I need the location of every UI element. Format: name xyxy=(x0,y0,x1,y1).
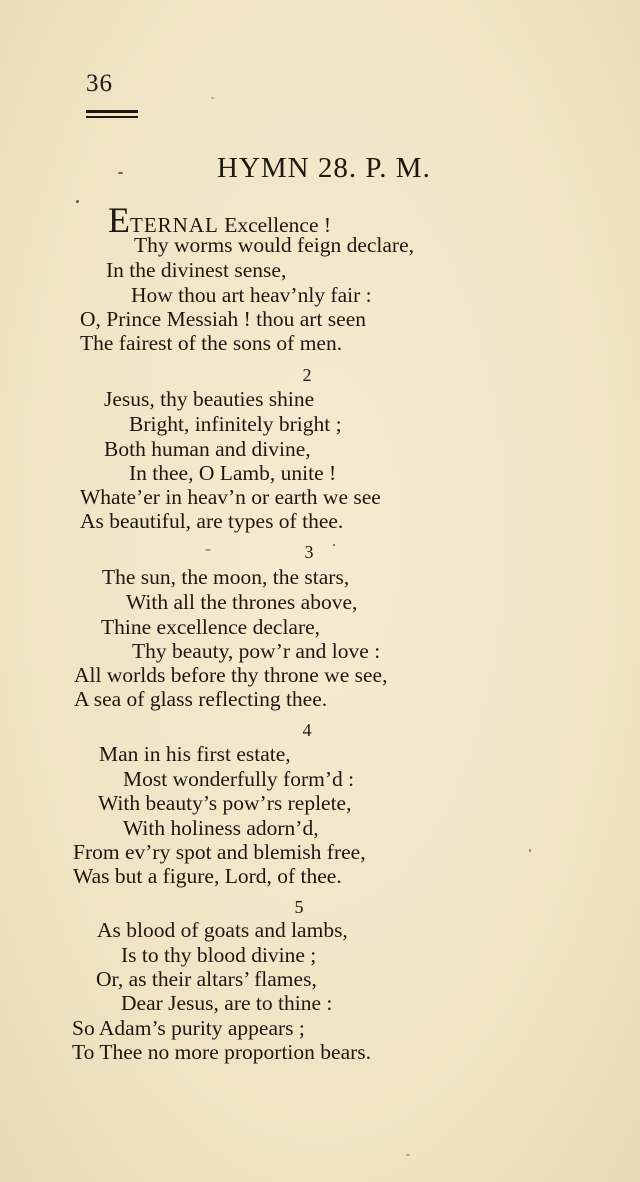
stanza-number: 3 xyxy=(304,542,314,562)
first-word-smallcaps: TERNAL xyxy=(130,213,219,237)
verse-line: To Thee no more proportion bears. xyxy=(72,1040,372,1064)
verse-line: Whate’er in heav’n or earth we see xyxy=(80,485,381,509)
verse-line: In thee, O Lamb, unite ! xyxy=(129,461,337,485)
paper-speck xyxy=(529,849,531,852)
hymn-title: HYMN 28. P. M. xyxy=(217,152,431,184)
page-number: 36 xyxy=(86,70,113,97)
verse-line: A sea of glass reflecting thee. xyxy=(74,687,328,711)
verse-line: With beauty’s pow’rs replete, xyxy=(98,791,352,815)
first-line-rest: Excellence ! xyxy=(218,213,332,237)
verse-line: With holiness adorn’d, xyxy=(123,816,319,840)
verse-line: O, Prince Messiah ! thou art seen xyxy=(80,307,366,331)
verse-line: As blood of goats and lambs, xyxy=(97,918,348,942)
paper-speck xyxy=(406,1154,410,1156)
verse-line: Thine excellence declare, xyxy=(101,615,321,639)
verse-line: The fairest of the sons of men. xyxy=(80,331,343,355)
stanza-number: 2 xyxy=(302,365,312,385)
verse-line: Thy beauty, pow’r and love : xyxy=(132,639,381,663)
verse-line: So Adam’s purity appears ; xyxy=(72,1016,305,1040)
verse-line: As beautiful, are types of thee. xyxy=(80,509,344,533)
paper-speck xyxy=(211,97,214,99)
verse-line: Or, as their altars’ flames, xyxy=(96,967,317,991)
verse-line: Most wonderfully form’d : xyxy=(123,767,355,791)
verse-line: With all the thrones above, xyxy=(126,590,358,614)
verse-line: Man in his first estate, xyxy=(99,742,291,766)
paper-speck xyxy=(333,544,335,546)
stanza-number: 4 xyxy=(302,720,312,740)
drop-cap: E xyxy=(108,200,130,240)
verse-line: Is to thy blood divine ; xyxy=(121,943,317,967)
verse-line: Was but a figure, Lord, of thee. xyxy=(73,864,342,888)
verse-line: Thy worms would feign declare, xyxy=(134,233,415,257)
header-rule xyxy=(86,110,138,121)
verse-line: Bright, infinitely bright ; xyxy=(129,412,342,436)
verse-line: Both human and divine, xyxy=(104,437,311,461)
stanza-number: 5 xyxy=(294,897,304,917)
verse-line: How thou art heav’nly fair : xyxy=(131,283,372,307)
paper-speck xyxy=(118,172,123,174)
verse-line: In the divinest sense, xyxy=(106,258,287,282)
paper-speck xyxy=(205,549,211,551)
verse-line: Dear Jesus, are to thine : xyxy=(121,991,333,1015)
verse-line: Jesus, thy beauties shine xyxy=(104,387,315,411)
verse-line: All worlds before thy throne we see, xyxy=(74,663,388,687)
paper-speck xyxy=(76,200,79,203)
verse-line: From ev’ry spot and blemish free, xyxy=(73,840,366,864)
verse-line: The sun, the moon, the stars, xyxy=(102,565,350,589)
